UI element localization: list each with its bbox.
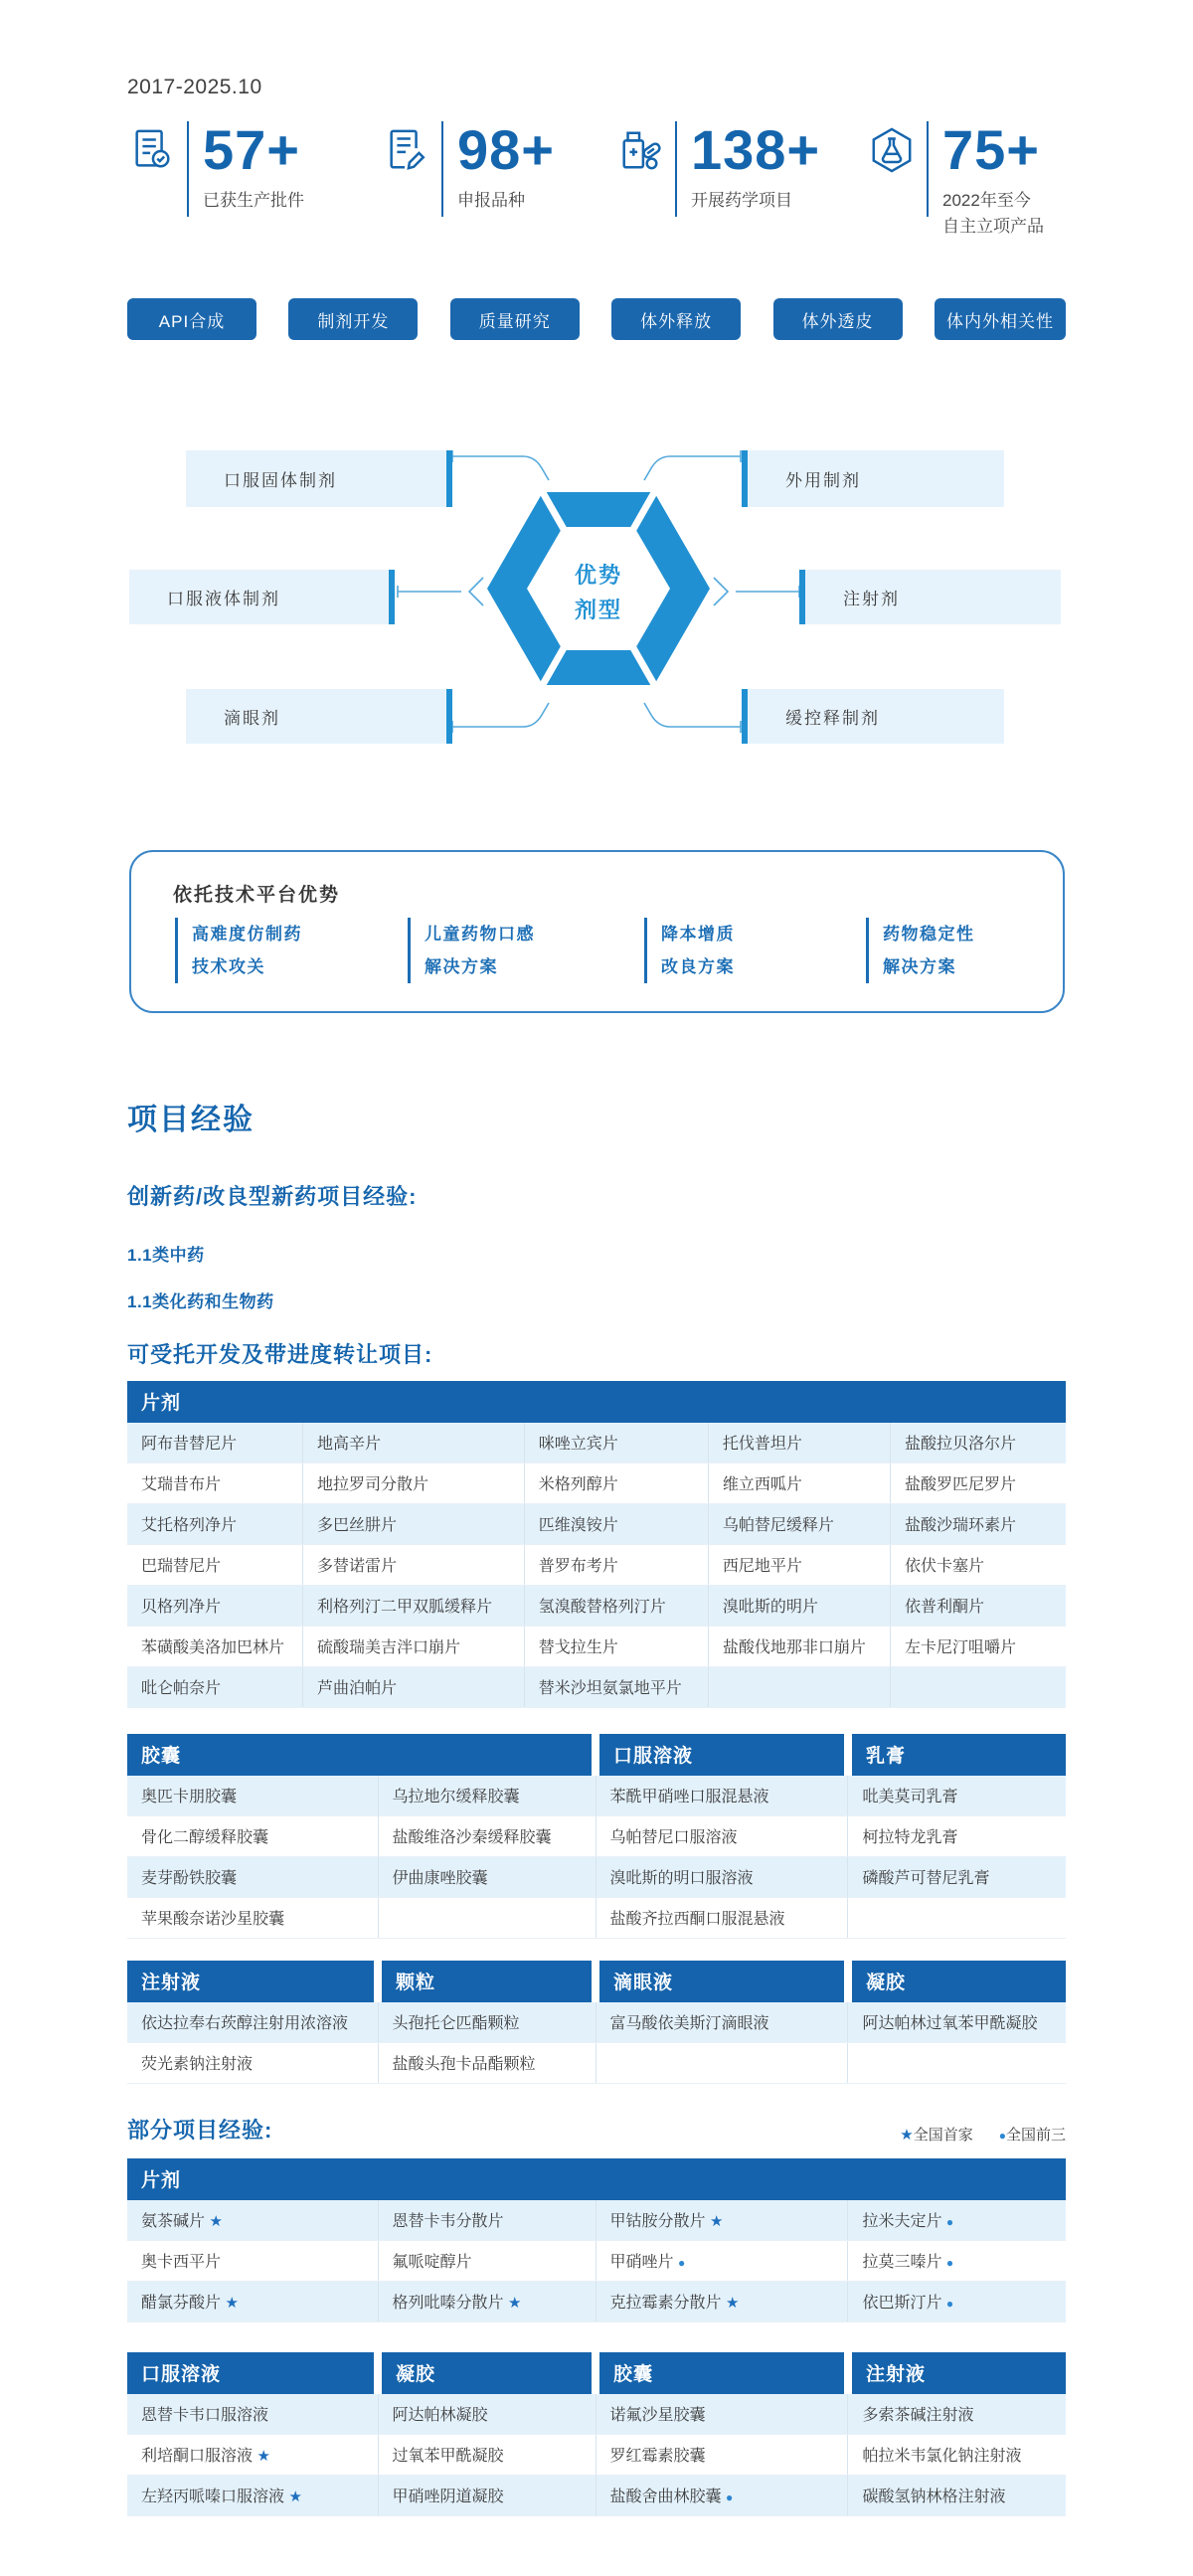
stat-value: 98+ <box>457 118 555 181</box>
legend <box>900 2124 1066 2145</box>
drug-cell: 苹果酸奈诺沙星胶囊 <box>127 1898 378 1939</box>
drug-cell: 罗红霉素胶囊 <box>596 2435 848 2476</box>
top-three-dot-icon: ● <box>678 2256 686 2270</box>
drug-cell: 甲硝唑阴道凝胶 <box>378 2476 596 2516</box>
stat-value: 75+ <box>942 118 1040 181</box>
drug-cell: 拉米夫定片 ● <box>848 2200 1066 2241</box>
drug-cell <box>708 1667 890 1708</box>
drug-cell: 过氧苯甲酰凝胶 <box>378 2435 596 2476</box>
drug-cell: 诺氟沙星胶囊 <box>596 2394 848 2435</box>
first-in-nation-star-icon: ★ <box>710 2213 724 2230</box>
table-row <box>127 1898 1066 1939</box>
dot-icon: ● <box>998 2129 1006 2143</box>
stat-value: 138+ <box>691 118 821 181</box>
platform-item-cost-reduction: 降本增质 改良方案 <box>644 918 735 983</box>
drug-cell: 贝格列净片 <box>127 1586 303 1627</box>
innovation-heading: 创新药/改良型新药项目经验: <box>127 1184 418 1209</box>
dosage-form-oral-liquid: 口服液体制剂 <box>129 570 395 624</box>
stat-divider <box>187 121 189 217</box>
table-transfer-capsules <box>127 1734 1066 1939</box>
drug-cell: 左羟丙哌嗪口服溶液 ★ <box>127 2476 378 2516</box>
drug-cell: 吡仑帕奈片 <box>127 1667 303 1708</box>
drug-cell: 磷酸芦可替尼乳膏 <box>848 1857 1066 1898</box>
drug-cell: 柯拉特龙乳膏 <box>848 1816 1066 1857</box>
platform-advantages-box <box>129 850 1065 1013</box>
table-row <box>127 2282 1066 2322</box>
dosage-form-oral-solid: 口服固体制剂 <box>186 450 452 507</box>
drug-cell: 艾托格列净片 <box>127 1504 303 1545</box>
transfer-heading: 可受托开发及带进度转让项目: <box>127 1342 433 1367</box>
top-three-dot-icon: ● <box>726 2490 734 2504</box>
drug-cell: 苯酰甲硝唑口服混悬液 <box>596 1776 848 1816</box>
drug-cell: 依伏卡塞片 <box>890 1545 1066 1586</box>
table-header: 注射液 <box>127 1961 378 2002</box>
table-header: 滴眼液 <box>596 1961 848 2002</box>
drug-cell: 恩替卡韦口服溶液 <box>127 2394 378 2435</box>
drug-cell: 碳酸氢钠林格注射液 <box>848 2476 1066 2516</box>
drug-cell: 帕拉米韦氯化钠注射液 <box>848 2435 1066 2476</box>
table-row <box>127 2435 1066 2476</box>
table-row <box>127 2002 1066 2043</box>
drug-cell: 麦芽酚铁胶囊 <box>127 1857 378 1898</box>
drug-cell: 荧光素钠注射液 <box>127 2043 378 2084</box>
drug-cell: 艾瑞昔布片 <box>127 1463 303 1504</box>
table-row <box>127 2394 1066 2435</box>
drug-cell: 盐酸头孢卡品酯颗粒 <box>378 2043 596 2084</box>
table-header: 口服溶液 <box>596 1734 848 1776</box>
drug-cell: 溴吡斯的明片 <box>708 1586 890 1627</box>
drug-cell: 吡美莫司乳膏 <box>848 1776 1066 1816</box>
platform-item-drug-stability: 药物稳定性 解决方案 <box>866 918 975 983</box>
stat-value: 57+ <box>203 118 300 181</box>
drug-cell: 利格列汀二甲双胍缓释片 <box>303 1586 525 1627</box>
drug-cell: 富马酸依美斯汀滴眼液 <box>596 2002 848 2043</box>
first-in-nation-star-icon: ★ <box>288 2489 302 2505</box>
table-header: 颗粒 <box>378 1961 596 2002</box>
table-partial-others <box>127 2352 1066 2516</box>
first-in-nation-star-icon: ★ <box>726 2295 740 2312</box>
legend-top-three: ●全国前三 <box>998 2127 1066 2144</box>
stat-divider <box>441 121 443 217</box>
first-in-nation-star-icon: ★ <box>225 2295 239 2312</box>
top-three-dot-icon: ● <box>945 2256 954 2270</box>
drug-cell: 氟哌啶醇片 <box>378 2241 596 2282</box>
stat-label: 申报品种 <box>457 191 525 210</box>
capability-tag-button[interactable]: 制剂开发 <box>288 298 418 340</box>
table-row <box>127 1586 1066 1627</box>
hexagon-ring <box>487 492 710 685</box>
drug-cell: 巴瑞替尼片 <box>127 1545 303 1586</box>
platform-item-generic-drug: 高难度仿制药 技术攻关 <box>175 918 302 983</box>
drug-cell: 盐酸沙瑞环素片 <box>890 1504 1066 1545</box>
stat-pharma-projects <box>617 118 821 217</box>
drug-cell: 替戈拉生片 <box>524 1627 708 1667</box>
drug-cell: 乌帕替尼口服溶液 <box>596 1816 848 1857</box>
drug-cell: 咪唑立宾片 <box>524 1423 708 1463</box>
capability-tag-button[interactable]: API合成 <box>127 298 256 340</box>
drug-cell: 甲钴胺分散片 ★ <box>596 2200 848 2241</box>
document-check-icon <box>129 127 175 173</box>
table-row <box>127 1545 1066 1586</box>
drug-cell: 托伐普坦片 <box>708 1423 890 1463</box>
table-partial-tablets <box>127 2158 1066 2322</box>
table-header: 注射液 <box>848 2352 1066 2394</box>
drug-cell: 硫酸瑞美吉泮口崩片 <box>303 1627 525 1667</box>
drug-cell: 多巴丝肼片 <box>303 1504 525 1545</box>
drug-cell: 阿达帕林凝胶 <box>378 2394 596 2435</box>
drug-cell: 甲硝唑片 ● <box>596 2241 848 2282</box>
table-row <box>127 2043 1066 2084</box>
drug-cell: 盐酸拉贝洛尔片 <box>890 1423 1066 1463</box>
capability-tags-row <box>127 298 1066 340</box>
date-range: 2017-2025.10 <box>127 76 262 98</box>
drug-cell: 溴吡斯的明口服溶液 <box>596 1857 848 1898</box>
drug-cell: 恩替卡韦分散片 <box>378 2200 596 2241</box>
drug-cell: 普罗布考片 <box>524 1545 708 1586</box>
dosage-form-eye-drops: 滴眼剂 <box>186 689 452 744</box>
stat-label: 已获生产批件 <box>203 191 304 210</box>
drug-cell: 阿布昔替尼片 <box>127 1423 303 1463</box>
capability-tag-button[interactable]: 体外释放 <box>611 298 741 340</box>
top-three-dot-icon: ● <box>945 2215 954 2229</box>
capability-tag-button[interactable]: 质量研究 <box>450 298 580 340</box>
drug-cell <box>848 2043 1066 2084</box>
table-row <box>127 1816 1066 1857</box>
stat-label: 2022年至今 自主立项产品 <box>942 191 1044 236</box>
drug-cell: 西尼地平片 <box>708 1545 890 1586</box>
table-row <box>127 1504 1066 1545</box>
stat-declared-varieties <box>384 118 555 217</box>
drug-cell: 米格列醇片 <box>524 1463 708 1504</box>
drug-cell: 头孢托仑匹酯颗粒 <box>378 2002 596 2043</box>
drug-cell: 盐酸伐地那非口崩片 <box>708 1627 890 1667</box>
star-icon: ★ <box>900 2127 914 2144</box>
drug-cell: 乌拉地尔缓释胶囊 <box>378 1776 596 1816</box>
first-in-nation-star-icon: ★ <box>209 2213 223 2230</box>
table-row <box>127 1423 1066 1463</box>
stat-divider <box>927 121 929 217</box>
hexagon-center-label-line2: 剂型 <box>574 598 623 622</box>
drug-cell: 多替诺雷片 <box>303 1545 525 1586</box>
document-edit-icon <box>384 127 429 173</box>
legend-first-in-nation: ★全国首家 <box>900 2127 973 2144</box>
drug-cell: 奥匹卡朋胶囊 <box>127 1776 378 1816</box>
capability-tag-button[interactable]: 体内外相关性 <box>935 298 1066 340</box>
stat-label: 开展药学项目 <box>691 191 792 210</box>
drug-cell: 芦曲泊帕片 <box>303 1667 525 1708</box>
drug-cell: 盐酸维洛沙秦缓释胶囊 <box>378 1816 596 1857</box>
drug-cell: 维立西呱片 <box>708 1463 890 1504</box>
drug-cell: 骨化二醇缓释胶囊 <box>127 1816 378 1857</box>
drug-cell: 拉莫三嗪片 ● <box>848 2241 1066 2282</box>
drug-cell: 多索茶碱注射液 <box>848 2394 1066 2435</box>
drug-cell: 盐酸齐拉西酮口服混悬液 <box>596 1898 848 1939</box>
drug-cell: 盐酸罗匹尼罗片 <box>890 1463 1066 1504</box>
table-header: 片剂 <box>127 1381 1066 1423</box>
first-in-nation-star-icon: ★ <box>256 2448 270 2465</box>
drug-cell: 醋氯芬酸片 ★ <box>127 2282 378 2322</box>
dosage-form-modified-release: 缓控释制剂 <box>742 689 1004 744</box>
medicine-bottle-icon <box>617 127 663 173</box>
table-row <box>127 1627 1066 1667</box>
drug-cell: 利培酮口服溶液 ★ <box>127 2435 378 2476</box>
top-three-dot-icon: ● <box>945 2297 954 2311</box>
drug-cell: 乌帕替尼缓释片 <box>708 1504 890 1545</box>
table-header: 片剂 <box>127 2158 1066 2200</box>
table-header: 胶囊 <box>127 1734 596 1776</box>
table-transfer-tablets <box>127 1381 1066 1708</box>
drug-cell <box>596 2043 848 2084</box>
drug-cell: 匹维溴铵片 <box>524 1504 708 1545</box>
innovation-item-chem-bio: 1.1类化药和生物药 <box>127 1292 274 1311</box>
drug-cell: 阿达帕林过氧苯甲酰凝胶 <box>848 2002 1066 2043</box>
dosage-form-injection: 注射剂 <box>799 570 1061 624</box>
stat-self-initiated-products <box>869 118 1044 240</box>
drug-cell: 地拉罗司分散片 <box>303 1463 525 1504</box>
table-row <box>127 1776 1066 1816</box>
drug-cell: 苯磺酸美洛加巴林片 <box>127 1627 303 1667</box>
capability-tag-button[interactable]: 体外透皮 <box>773 298 903 340</box>
drug-cell: 盐酸舍曲林胶囊 ● <box>596 2476 848 2516</box>
flask-hexagon-icon <box>869 127 915 173</box>
drug-cell: 奥卡西平片 <box>127 2241 378 2282</box>
table-header: 胶囊 <box>596 2352 848 2394</box>
partial-heading: 部分项目经验: <box>127 2118 273 2143</box>
table-transfer-injections <box>127 1961 1066 2084</box>
drug-cell <box>848 1898 1066 1939</box>
drug-cell: 氢溴酸替格列汀片 <box>524 1586 708 1627</box>
stat-divider <box>675 121 677 217</box>
dosage-form-external: 外用制剂 <box>742 450 1004 507</box>
platform-item-children-taste: 儿童药物口感 解决方案 <box>408 918 535 983</box>
hexagon-center-label-line1: 优势 <box>574 563 623 588</box>
table-header: 凝胶 <box>378 2352 596 2394</box>
stats-row <box>127 118 1066 241</box>
table-header: 乳膏 <box>848 1734 1066 1776</box>
first-in-nation-star-icon: ★ <box>508 2295 522 2312</box>
drug-cell: 克拉霉素分散片 ★ <box>596 2282 848 2322</box>
drug-cell: 替米沙坦氨氯地平片 <box>524 1667 708 1708</box>
drug-cell: 左卡尼汀咀嚼片 <box>890 1627 1066 1667</box>
drug-cell: 依普利酮片 <box>890 1586 1066 1627</box>
drug-cell: 格列吡嗪分散片 ★ <box>378 2282 596 2322</box>
innovation-item-tcm: 1.1类中药 <box>127 1246 205 1265</box>
table-header: 口服溶液 <box>127 2352 378 2394</box>
section-title-project-experience: 项目经验 <box>127 1104 255 1136</box>
drug-cell: 依达拉奉右莰醇注射用浓溶液 <box>127 2002 378 2043</box>
drug-cell: 依巴斯汀片 ● <box>848 2282 1066 2322</box>
platform-box-title: 依托技术平台优势 <box>173 885 341 906</box>
table-row <box>127 2476 1066 2516</box>
drug-cell <box>378 1898 596 1939</box>
table-row <box>127 1463 1066 1504</box>
table-row <box>127 1667 1066 1708</box>
table-row <box>127 2241 1066 2282</box>
drug-cell <box>890 1667 1066 1708</box>
table-row <box>127 2200 1066 2241</box>
table-header: 凝胶 <box>848 1961 1066 2002</box>
drug-cell: 伊曲康唑胶囊 <box>378 1857 596 1898</box>
stat-production-approvals <box>129 118 304 217</box>
drug-cell: 氨茶碱片 ★ <box>127 2200 378 2241</box>
drug-cell: 地高辛片 <box>303 1423 525 1463</box>
dosage-form-diagram <box>127 442 1066 771</box>
table-row <box>127 1857 1066 1898</box>
